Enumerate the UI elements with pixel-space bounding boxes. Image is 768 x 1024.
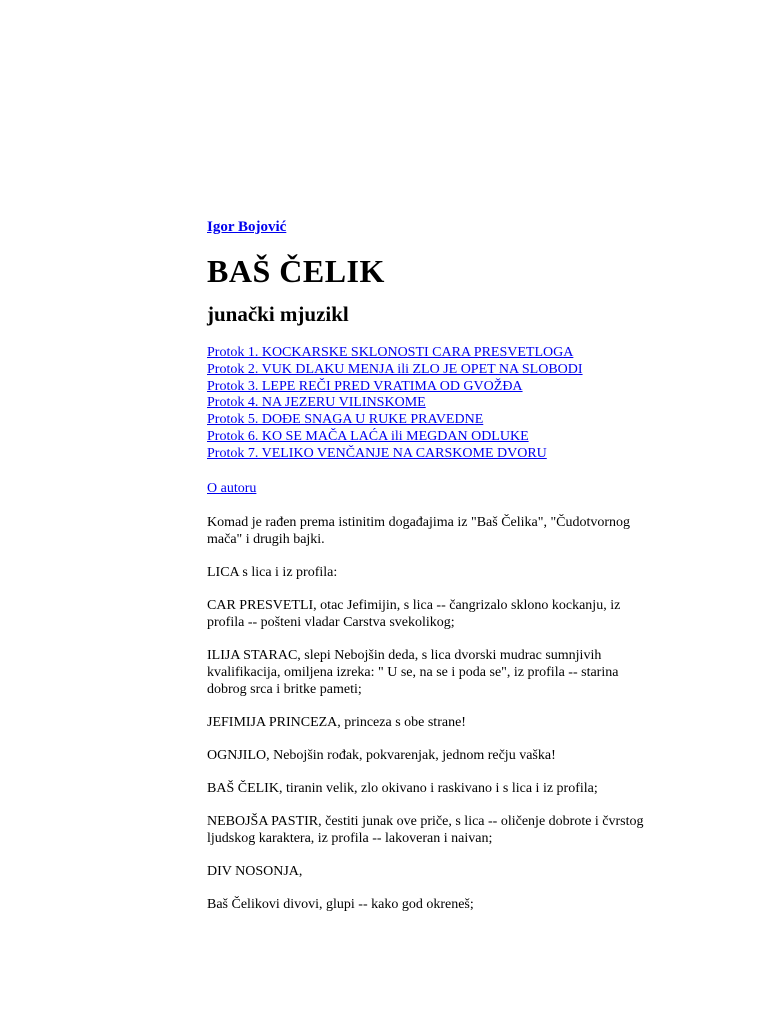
- document-page: [207, 218, 707, 913]
- cast-entry-jefimija: JEFIMIJA PRINCEZA, princeza s obe strane!: [207, 714, 466, 730]
- author-link[interactable]: Igor Bojović: [207, 219, 287, 235]
- toc-link-2[interactable]: Protok 2. VUK DLAKU MENJA ili ZLO JE OPET NA SLOBODI: [207, 361, 583, 377]
- cast-line: ljudskog karaktera, iz profila -- lakoveran i naivan;: [207, 830, 493, 846]
- toc-link-7[interactable]: Protok 7. VELIKO VENČANJE NA CARSKOME DVORU: [207, 445, 547, 461]
- cast-entry-div: DIV NOSONJA,: [207, 863, 303, 879]
- intro-line: mača" i drugih bajki.: [207, 531, 325, 547]
- about-author-link[interactable]: O autoru: [207, 480, 257, 496]
- toc-link-6[interactable]: Protok 6. KO SE MAČA LAĆA ili MEGDAN ODLUKE: [207, 428, 529, 444]
- table-of-contents: [207, 345, 707, 463]
- toc-link-3[interactable]: Protok 3. LEPE REČI PRED VRATIMA OD GVOŽĐA: [207, 378, 523, 394]
- cast-entry-ilija: [207, 647, 707, 698]
- intro-paragraph: [207, 514, 707, 548]
- cast-heading: LICA s lica i iz profila:: [207, 564, 338, 580]
- cast-entry-car: [207, 597, 707, 631]
- cast-entry-nebojsa: [207, 813, 707, 847]
- cast-entry-divovi: Baš Čelikovi divovi, glupi -- kako god okreneš;: [207, 896, 474, 912]
- cast-entry-ognjilo: OGNJILO, Nebojšin rođak, pokvarenjak, jednom rečju vaška!: [207, 747, 556, 763]
- toc-link-1[interactable]: Protok 1. KOCKARSKE SKLONOSTI CARA PRESVETLOGA: [207, 345, 574, 360]
- intro-line: Komad je rađen prema istinitim događajima iz "Baš Čelika", "Čudotvornog: [207, 514, 631, 530]
- page-title: BAŠ ČELIK: [207, 253, 385, 289]
- cast-line: dobrog srca i britke pameti;: [207, 681, 362, 697]
- cast-entry-bascelik: BAŠ ČELIK, tiranin velik, zlo okivano i raskivano i s lica i iz profila;: [207, 780, 598, 796]
- toc-link-4[interactable]: Protok 4. NA JEZERU VILINSKOME: [207, 395, 426, 411]
- cast-line: ILIJA STARAC, slepi Nebojšin deda, s lica dvorski mudrac sumnjivih: [207, 647, 602, 663]
- toc-link-5[interactable]: Protok 5. DOĐE SNAGA U RUKE PRAVEDNE: [207, 412, 484, 428]
- cast-line: profila -- pošteni vladar Carstva svekolikog;: [207, 614, 455, 630]
- page-subtitle: junački mjuzikl: [207, 302, 349, 326]
- cast-line: CAR PRESVETLI, otac Jefimijin, s lica -- čangrizalo sklono kockanju, iz: [207, 597, 621, 613]
- cast-line: kvalifikacija, omiljena izreka: " U se, na se i poda se", iz profila -- starina: [207, 664, 619, 680]
- cast-line: NEBOJŠA PASTIR, čestiti junak ove priče, s lica -- oličenje dobrote i čvrstog: [207, 813, 644, 829]
